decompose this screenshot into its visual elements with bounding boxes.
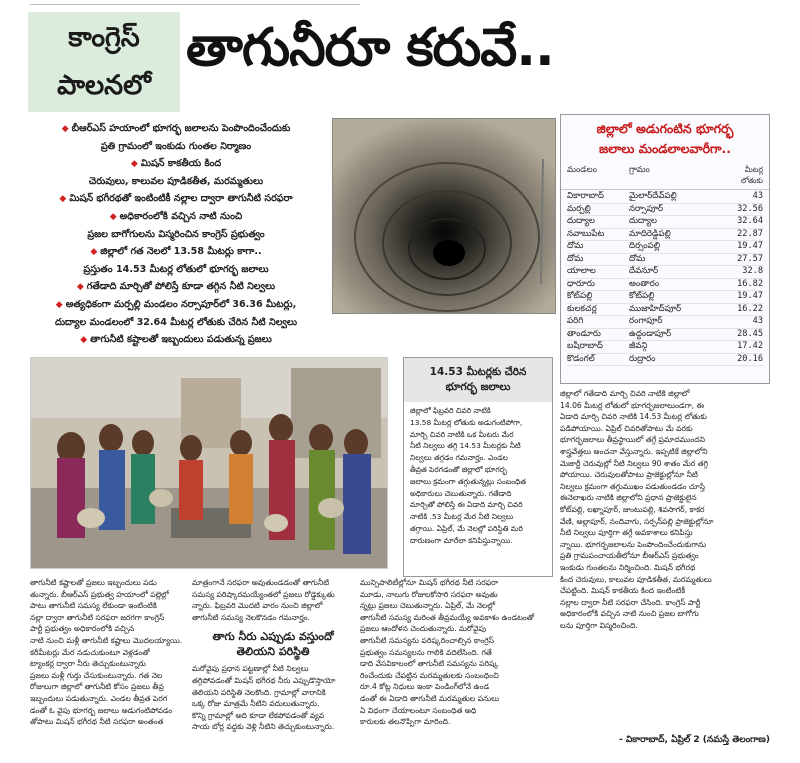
cell-mandal: దుద్యాల [567,216,596,226]
highlight-line [28,278,324,296]
women-with-pots-photo [30,357,388,569]
diamond-bullet-icon: ◆ [109,212,117,222]
highlight-line [28,296,324,314]
highlight-text: అధికారంలోకి వచ్చిన నాటి నుంచి [119,211,243,222]
table-title-2: జలాలు మండలాలవారీగా.. [598,141,732,156]
diamond-bullet-icon: ◆ [90,247,98,257]
cell-depth: 32.56 [737,203,763,214]
article-line: ఇబ్బందులు పడుతున్నారు. ఎండల తీవ్రత పెరగ [30,693,168,703]
article-line: 14.06 మీటర్ల లోతులో భూగర్భజలాలుండగా, ఈ [560,400,705,410]
table-row [567,279,763,292]
article-line: కారులకు తలనొప్పిగా మారింది. [360,717,451,727]
article-line: తాగునీటి సమస్య మరింత తీవ్రమయ్యే అవకాశం ఉండటంతో [360,612,535,622]
highlight-line [28,138,324,155]
table-rows [561,190,769,367]
article-line: న్నారు. ఫిబ్రవరి మొదటి వారం నుంచి జిల్లాలో [192,601,323,611]
article-line: మున్సిపాలిటీల్లోనూ మిషన్ భగీరథ నీటి సరఫరా [360,578,499,587]
article-line: నల్లా ద్వారా తాగునీటి సరఫరా జరగగా కాంగ్రెస్ [30,612,165,622]
cell-depth: 17.42 [737,341,763,351]
box-text-line: మార్చితో పోలిస్తే ఈ ఏడాది మార్చి చివరి [410,500,523,510]
article-line: అధికారంలోకి వచ్చిన నాటి నుంచి ప్రజల బాగోగు [560,609,699,619]
cell-village: ముజాహిద్‌పూర్ [629,303,682,314]
article-line: రూ.4 కోట్ల నిధులు ఇంకా పెండింగ్‌లోనే ఉండ [360,682,490,692]
article-column-3 [360,577,546,728]
article-line: తాగునీటి సమస్యను పరిష్కరించాల్సిన కాంగ్రెస్ [360,635,495,645]
cell-depth: 43 [752,191,763,201]
highlight-line [28,190,324,208]
cell-mandal: బషీరాబాద్ [567,341,603,351]
cell-mandal: యాలాల [567,266,596,276]
article-line: ప్రతి గ్రామపంచాయతీలోనూ బీఆర్ఎస్ ప్రభుత్వం [560,551,699,561]
cell-mandal: వికారాబాద్ [567,191,604,201]
table-row [567,354,763,367]
article-line: కింద చెరువులు, కాలువల పూడికతీత, మరమ్మతులు [560,574,712,584]
groundwater-box [403,357,553,577]
article-line: తోపాటు మిషన్ భగీరథ నీటి సరఫరా అంతంత [30,717,164,727]
article-line: ఈనెలాఖరు నాటికి జిల్లాలోని ప్రధాన ప్రాజెక్టులైన [560,493,697,503]
article-line: శాస్త్రవేత్తలు అంచనా వేస్తున్నారు. ఇప్పటికే జిల్లాలోని [560,446,708,456]
diamond-bullet-icon: ◆ [80,335,88,345]
box-body [404,402,552,550]
article-line: నల్లాల ద్వారా నీటి సరఫరా చేసింది. కాంగ్రెస్ పార్టీ [560,597,701,607]
article-line: మూడు, నాలుగు రోజులకోసారి సరఫరా అవుతు [360,589,498,599]
box-text-line: జలాలు క్రమంగా తగ్గుతున్నట్లు సంబంధిత [410,476,526,486]
table-header [561,165,769,190]
table-row [567,241,763,254]
cell-mandal: పరిగి [567,316,584,326]
dry-well-image [333,119,555,313]
table-row [567,304,763,317]
box-text-line: జిల్లాలో ఫిబ్రవరి చివరి నాటికి [410,406,491,415]
article-line: ఏ విధంగా చేయాలంటూ సంబంధిత అధి [360,705,477,715]
table-title-1: జిల్లాలో అడుగంటిన భూగర్భ [596,121,734,136]
article-line: నిల్వలు క్రమంగా తగ్గుముఖం పడుతుండడం చూస్తే [560,481,705,491]
article-line: ఇంకుడు గుంతలను నిర్మించింది. మిషన్ భగీరథ [560,562,696,572]
box-heading-line-1: 14.53 మీటర్లకు చేరిన [429,366,527,378]
cell-depth: 43 [752,316,763,326]
article-line: తాగునీటి కష్టాలతో ప్రజలు ఇబ్బందులు పడు [30,578,157,587]
cell-village: దుద్యాల [629,216,658,226]
article-line: వేణి, అల్లాపూర్, నందివాగు, సర్పన్‌పల్లి ప్రాజెక్టుల్లోనూ [560,516,714,526]
top-rule [30,4,360,5]
highlight-text: ప్రజల బాగోగులను విస్మరించిన కాంగ్రెస్ ప్రభుత్వం [87,229,265,240]
table-row [567,316,763,329]
article-line: పడిపోయాయి. ఏప్రిల్ చివరితోపాటు మే వరకు [560,423,693,433]
article-line: పోయాయి. చెరువులతోపాటు ప్రాజెక్టుల్లోనూ నీటి [560,470,698,480]
highlight-text: ప్రతి గ్రామంలో ఇంకుడు గుంతల నిర్మాణం [100,141,252,152]
article-line: తున్నారు. బీఆర్ఎస్ ప్రభుత్వ హయాంలో పల్లెల్లో [30,589,169,599]
article-line: లను పూర్తిగా విస్మరించింది. [560,620,638,630]
highlight-text: బీఆర్ఎస్ హయాంలో భూగర్భ జలాలను పెంపొందించేందుకు [71,123,291,134]
diamond-bullet-icon: ◆ [59,194,67,204]
highlight-text: ప్రస్తుతం 14.53 మీటర్ల లోతులో భూగర్భ జలాలు [83,264,269,275]
table-row [567,266,763,279]
article-line: తగ్గిపోవడంతో మిషన్ భగీరథ నీరు ఎప్పుడొస్తాయో [192,675,336,685]
cell-depth: 22.87 [737,228,763,239]
article-column-right [560,388,770,631]
cell-village: రుద్రారం [629,353,656,364]
subheading-line-1: తాగు నీరు ఎప్పుడు వస్తుందో [212,630,334,644]
box-text-line: తీవ్రత పెరగడంతో జిల్లాలో భూగర్భ [410,464,507,474]
article-line: డాది వేసవికాలంలో తాగునీటి సమస్యను పరిష్క [360,659,499,669]
cell-village: రంగాపూర్ [629,316,663,326]
cell-village: జీవన్గి [629,341,648,351]
header-mandal: మండలం [567,165,597,175]
diamond-bullet-icon: ◆ [130,159,138,169]
box-heading-line-2: భూగర్భ జలాలు [445,381,511,393]
box-text-line: దారుణంగా మారేలా కనిపిస్తున్నాయి. [410,535,513,545]
cell-mandal: దోమ [567,241,584,251]
article-line: చేపట్టింది. మిషన్ కాకతీయ కింద ఇంటింటికీ [560,586,686,596]
article-line: సమస్య పరిష్కారమయ్యేంతలో ప్రజలు రోడ్డెక్కుతు [192,589,335,599]
highlight-line [28,226,324,243]
column-2-paragraph [192,577,354,623]
article-line: డంతో ఈ ఏడాది తాగునీటి మరమ్మతుల పనులు [360,693,500,703]
cell-mandal: దోమ [567,253,584,264]
highlight-line [28,155,324,173]
diamond-bullet-icon: ◆ [55,300,63,310]
box-text-line: 13.58 మీటర్ల లోతుకు అడుగంటిపోగా, [410,417,523,427]
diamond-bullet-icon: ◆ [76,282,84,292]
headline: తాగునీరూ కరువే.. [186,18,554,78]
highlight-text: జిల్లాలో గత నెలలో 13.58 మీటర్లు కాగా.. [100,246,262,257]
article-column-1 [30,577,186,728]
article-line: కోట్‌పల్లి, లఖ్నాపూర్, జుంటుపల్లి, శివసాగర్, కాకర [560,504,705,514]
article-line: ఏడాది మార్చి చివరి నాటికి 14.53 మీటర్ల లోతుకు [560,412,707,422]
article-line: డంతో ఓ వైపు భూగర్భ జలాలు అడుగంటిపోవడం [30,705,173,715]
table-row [567,204,763,217]
article-line: కొన్ని గ్రామాల్లో అది కూడా లేకపోవడంతో వ్యవ [192,710,325,720]
cell-mandal: ధారూరు [567,278,595,289]
article-line: జిల్లాలో గతేడాది మార్చి చివరి నాటికి జిల్లాలో [560,389,690,398]
box-text-line: నీటి నిల్వలు తగ్గి 14.53 మీటర్లకు నీటి [410,441,521,451]
cell-village: దిర్సంపల్లి [629,241,661,251]
cell-depth: 16.82 [737,278,763,289]
article-line: రించేందుకు చేపట్టిన మరమ్మతులకు సంబంధించి [360,670,499,680]
cell-mandal: మర్పల్లి [567,203,591,214]
cell-mandal: కొడంగల్ [567,353,595,364]
groundwater-table [560,114,770,384]
cell-depth: 20.16 [737,353,763,364]
cell-village: అంతారం [629,278,660,289]
subheading-line-2: తెలియని పరిస్థితి [236,645,310,659]
women-photo-image [31,358,387,568]
cell-mandal: నవాబుపేట [567,228,605,239]
article-line: మెజార్టీ చెరువుల్లో నీటి నిల్వలు 90 శాతం మేర తగ్గి [560,458,709,468]
highlight-text: దుద్యాల మండలంలో 32.64 మీటర్ల లోతుకు చేరిన నీటి నిల్వలు [54,317,298,328]
table-row [567,254,763,267]
column-2-paragraph-2 [192,663,354,733]
cell-depth: 32.64 [737,216,763,226]
cell-village: మైలార్‌దేవ్‌పల్లి [629,191,677,201]
table-row [567,216,763,229]
table-row [567,191,763,204]
article-line: నీటి నిల్వలు పూర్తిగా తగ్గే అవకాశాలు కనిపిస్తు [560,528,693,538]
subheading [192,629,354,659]
table-row [567,291,763,304]
header-depth: మీటర్ల లోతుకు [740,165,763,185]
box-text-line: నాటికి .53 మీటర్ల మేర నీటి నిల్వలు [410,512,514,522]
well-photo [332,118,556,314]
article-line: తాగునీటి సమస్య నెలకొనడం గమనార్హం. [192,612,311,622]
article-line: నాటి నుంచి మళ్లీ తాగునీటి కష్టాలు మొదలయ్యాయి. [30,635,183,645]
highlight-text: గతేడాది మార్చితో పోలిస్తే కూడా తగ్గిన నీటి నిల్వలు [86,281,276,292]
box-text-line: అధికారులు చెబుతున్నారు. గతేడాది [410,488,512,498]
article-line: పార్టీ ప్రభుత్వం అధికారంలోకి వచ్చిన [30,624,135,634]
article-line: భూగర్భజలాలు తీవ్రస్థాయిలో తగ్గే ప్రమాదముందని [560,435,705,445]
kicker-line-2: పాలనలో [57,70,151,101]
highlight-line [28,243,324,261]
article-line: మాత్రంగానే సరఫరా అవుతుండడంతో తాగునీటి [192,578,330,587]
article-line: మరోవైపు ప్రధాన పట్టణాల్లో నీటి నిల్వలు [192,664,309,674]
cell-mandal: కోట్‌పల్లి [567,291,593,301]
article-line: న్నట్లు ప్రజలు చెబుతున్నారు. ఏప్రిల్, మే నెలల్లో [360,601,496,611]
table-row [567,329,763,342]
kicker-line-1: కాంగ్రెస్ [68,22,140,53]
cell-village: ఉద్దండాపూర్ [629,328,672,339]
article-line: ట్యాంకర్ల ద్వారా నీరు తెచ్చుకుంటున్నారు [30,659,146,669]
cell-mandal: తాండూరు [567,328,601,339]
highlight-text: చెరువులు, కాలువల పూడికతీత, మరమ్మతులు [88,176,264,187]
article-line: రోజులుగా జిల్లాలో తాగునీటి కోసం ప్రజలు తీవ్ర [30,682,164,692]
box-text-line: నిల్వలు తగ్గడం గమనార్హం. ఎండల [410,453,508,463]
cell-depth: 19.47 [737,291,763,301]
highlight-line [28,331,324,349]
cell-village: మాదిరెడ్డిపల్లి [629,228,671,239]
table-row [567,229,763,242]
article-line: తెలియని పరిస్థితి నెలకొంది. గ్రామాల్లో వారానికి [192,687,326,697]
cell-depth: 16.22 [737,303,763,314]
cell-village: దోమ [629,253,646,264]
box-heading [404,358,552,402]
article-line: సాయ బోర్ల వద్దకు వెళ్లి నీటిని తెచ్చుకుంటున్నారు. [192,722,335,732]
cell-depth: 28.45 [737,328,763,339]
article-column-2 [192,577,354,733]
highlight-line [28,208,324,226]
cell-depth: 19.47 [737,241,763,251]
cell-depth: 32.8 [742,266,763,276]
highlight-text: మిషన్ కాకతీయ కింద [140,158,222,169]
box-text-line: మార్చి చివరి నాటికి ఒక మీటరు మేర [410,429,514,439]
article-line: ప్రభుత్వం సమస్యలను గాలికి వదిలేసింది. గతే [360,647,492,657]
highlight-line [28,173,324,190]
article-line: ప్రజలు మళ్లీ గుర్తు చేసుకుంటున్నారు. గత నెల [30,670,163,680]
highlight-line [28,314,324,331]
article-line: కరీమీటర్లు మేర నడుచుకుంటూ వెళ్లడంతో [30,647,150,657]
dateline: - వికారాబాద్, ఏప్రిల్ 2 (నమస్తే తెలంగాణ) [619,735,770,745]
highlights-list [28,120,324,349]
cell-village: నర్సాపూర్ [629,203,664,214]
highlight-line [28,120,324,138]
highlight-text: తాగునీటి కష్టాలతో ఇబ్బందులు పడుతున్న ప్రజలు [90,334,272,345]
highlight-text: అత్యధికంగా మర్పల్లి మండలం నర్సాపూర్‌లో 36.36 మీటర్లు, [65,299,297,310]
cell-village: దేవనూర్ [629,266,659,276]
header-village: గ్రామం [629,165,650,175]
article-line: న్నాయి. భూగర్భజలాలను పెంపొందించేందుకుగాను [560,539,707,549]
diamond-bullet-icon: ◆ [61,124,69,134]
highlight-text: మిషన్ భగీరథతో ఇంటింటికీ నల్లాల ద్వారా తాగునీటి సరఫరా [69,193,293,204]
article-line: ప్రజలు ఆందోళన చెందుతున్నారు. మరోవైపు [360,624,487,634]
article-line: ఒక్క రోజు మాత్రమే నీటిని వదులుతున్నారు. [192,699,320,709]
headline-kicker [28,12,180,112]
table-row [567,341,763,354]
cell-mandal: కులకచర్ల [567,303,597,314]
cell-depth: 27.57 [737,253,763,264]
box-text-line: తగ్గాయి. ఏప్రిల్, మే నెలల్లో పరిస్థితి మరి [410,523,523,533]
article-line: పాటు తాగునీటి సమస్య లేకుండా ఇంటింటికి [30,601,157,611]
cell-village: కోట్‌పల్లి [629,291,655,301]
highlight-line [28,261,324,278]
